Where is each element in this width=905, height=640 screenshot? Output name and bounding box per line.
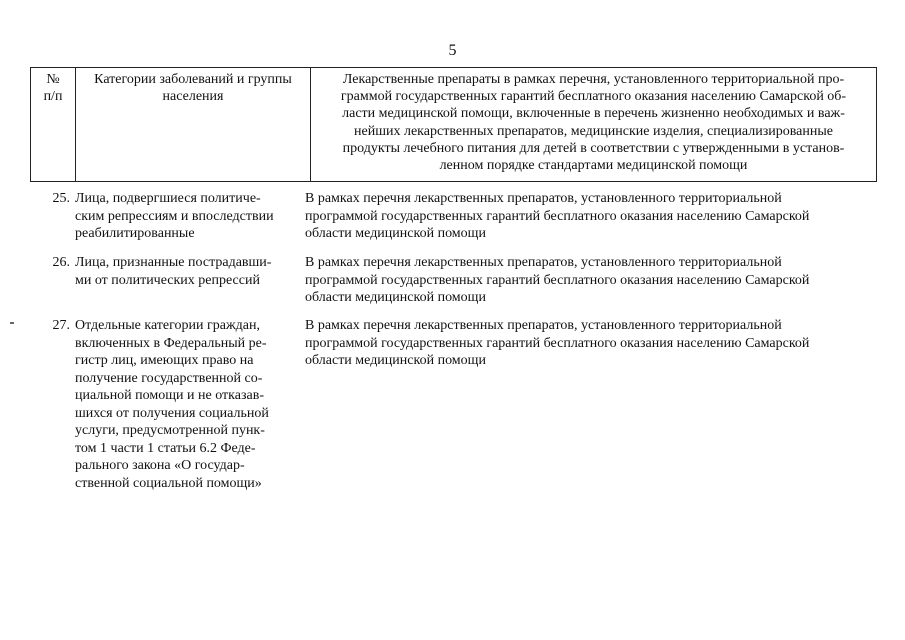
header-col-drugs xyxy=(311,68,877,182)
row-category-line: рального закона «О государ- xyxy=(75,458,245,473)
row-category-line: шихся от получения социальной xyxy=(75,405,269,421)
row-drugs-line: программой государственных гарантий бесплатного оказания населению Самарской xyxy=(305,335,810,351)
row-drugs-line: В рамках перечня лекарственных препаратов, установленного территориальной xyxy=(305,191,782,206)
row-drugs xyxy=(305,317,877,370)
row-drugs-line: области медицинской помощи xyxy=(305,290,486,305)
header-col-drugs-line: граммой государственных гарантий бесплатного оказания населению Самарской об- xyxy=(340,89,847,105)
row-category-line: Отдельные категории граждан, xyxy=(75,318,260,333)
row-category xyxy=(75,254,300,289)
row-category-line: циальной помощи и не отказав- xyxy=(75,388,264,403)
row-category-line: ственной социальной помощи» xyxy=(75,475,262,491)
row-number: 27. xyxy=(52,318,70,333)
header-col-category-line: Категории заболеваний и группы xyxy=(94,72,292,87)
row-drugs-line: программой государственных гарантий бесплатного оказания населению Самарской xyxy=(305,272,810,288)
row-drugs xyxy=(305,190,877,243)
header-col-number-line: п/п xyxy=(43,89,63,105)
header-col-category xyxy=(76,68,311,182)
row-category-line: Лица, признанные пострадавши- xyxy=(75,255,272,270)
row-category-line: Лица, подвергшиеся политиче- xyxy=(75,191,261,206)
row-category xyxy=(75,317,300,492)
header-col-drugs-line: Лекарственные препараты в рамках перечня, установленного территориальной про- xyxy=(342,72,845,87)
row-category-line: ским репрессиям и впоследствии xyxy=(75,208,274,224)
header-col-drugs-line: ласти медицинской помощи, включенные в перечень жизненно необходимых и важ- xyxy=(342,106,845,122)
page-number: 5 xyxy=(448,42,457,59)
header-col-drugs-line: ленном порядке стандартами медицинской помощи xyxy=(439,158,748,174)
scan-mark xyxy=(10,322,14,324)
row-drugs-line: области медицинской помощи xyxy=(305,226,486,241)
row-number: 26. xyxy=(52,255,70,270)
row-category-line: получение государственной со- xyxy=(75,370,263,386)
row-category-line: включенных в Федеральный ре- xyxy=(75,335,267,351)
row-category-line: том 1 части 1 статьи 6.2 Феде- xyxy=(75,440,256,456)
row-drugs-line: области медицинской помощи xyxy=(305,353,486,368)
row-drugs-line: В рамках перечня лекарственных препаратов, установленного территориальной xyxy=(305,255,782,270)
header-col-category-line: населения xyxy=(162,89,224,105)
header-col-drugs-line: нейших лекарственных препаратов, медицинские изделия, специализированные xyxy=(354,123,833,139)
header-col-number xyxy=(31,68,76,182)
header-col-drugs-line: продукты лечебного питания для детей в соответствии с утвержденными в установ- xyxy=(342,140,845,156)
row-drugs-line: В рамках перечня лекарственных препаратов, установленного территориальной xyxy=(305,318,782,333)
row-drugs-line: программой государственных гарантий бесплатного оказания населению Самарской xyxy=(305,208,810,224)
table-header xyxy=(30,67,877,182)
row-category-line: ми от политических репрессий xyxy=(75,272,260,288)
row-category-line: реабилитированные xyxy=(75,226,195,241)
row-category-line: гистр лиц, имеющих право на xyxy=(75,353,254,368)
row-category-line: услуги, предусмотренной пунк- xyxy=(75,423,265,438)
row-number: 25. xyxy=(52,191,70,206)
row-category xyxy=(75,190,300,243)
row-drugs xyxy=(305,254,877,307)
header-col-number-line: № xyxy=(46,72,60,87)
